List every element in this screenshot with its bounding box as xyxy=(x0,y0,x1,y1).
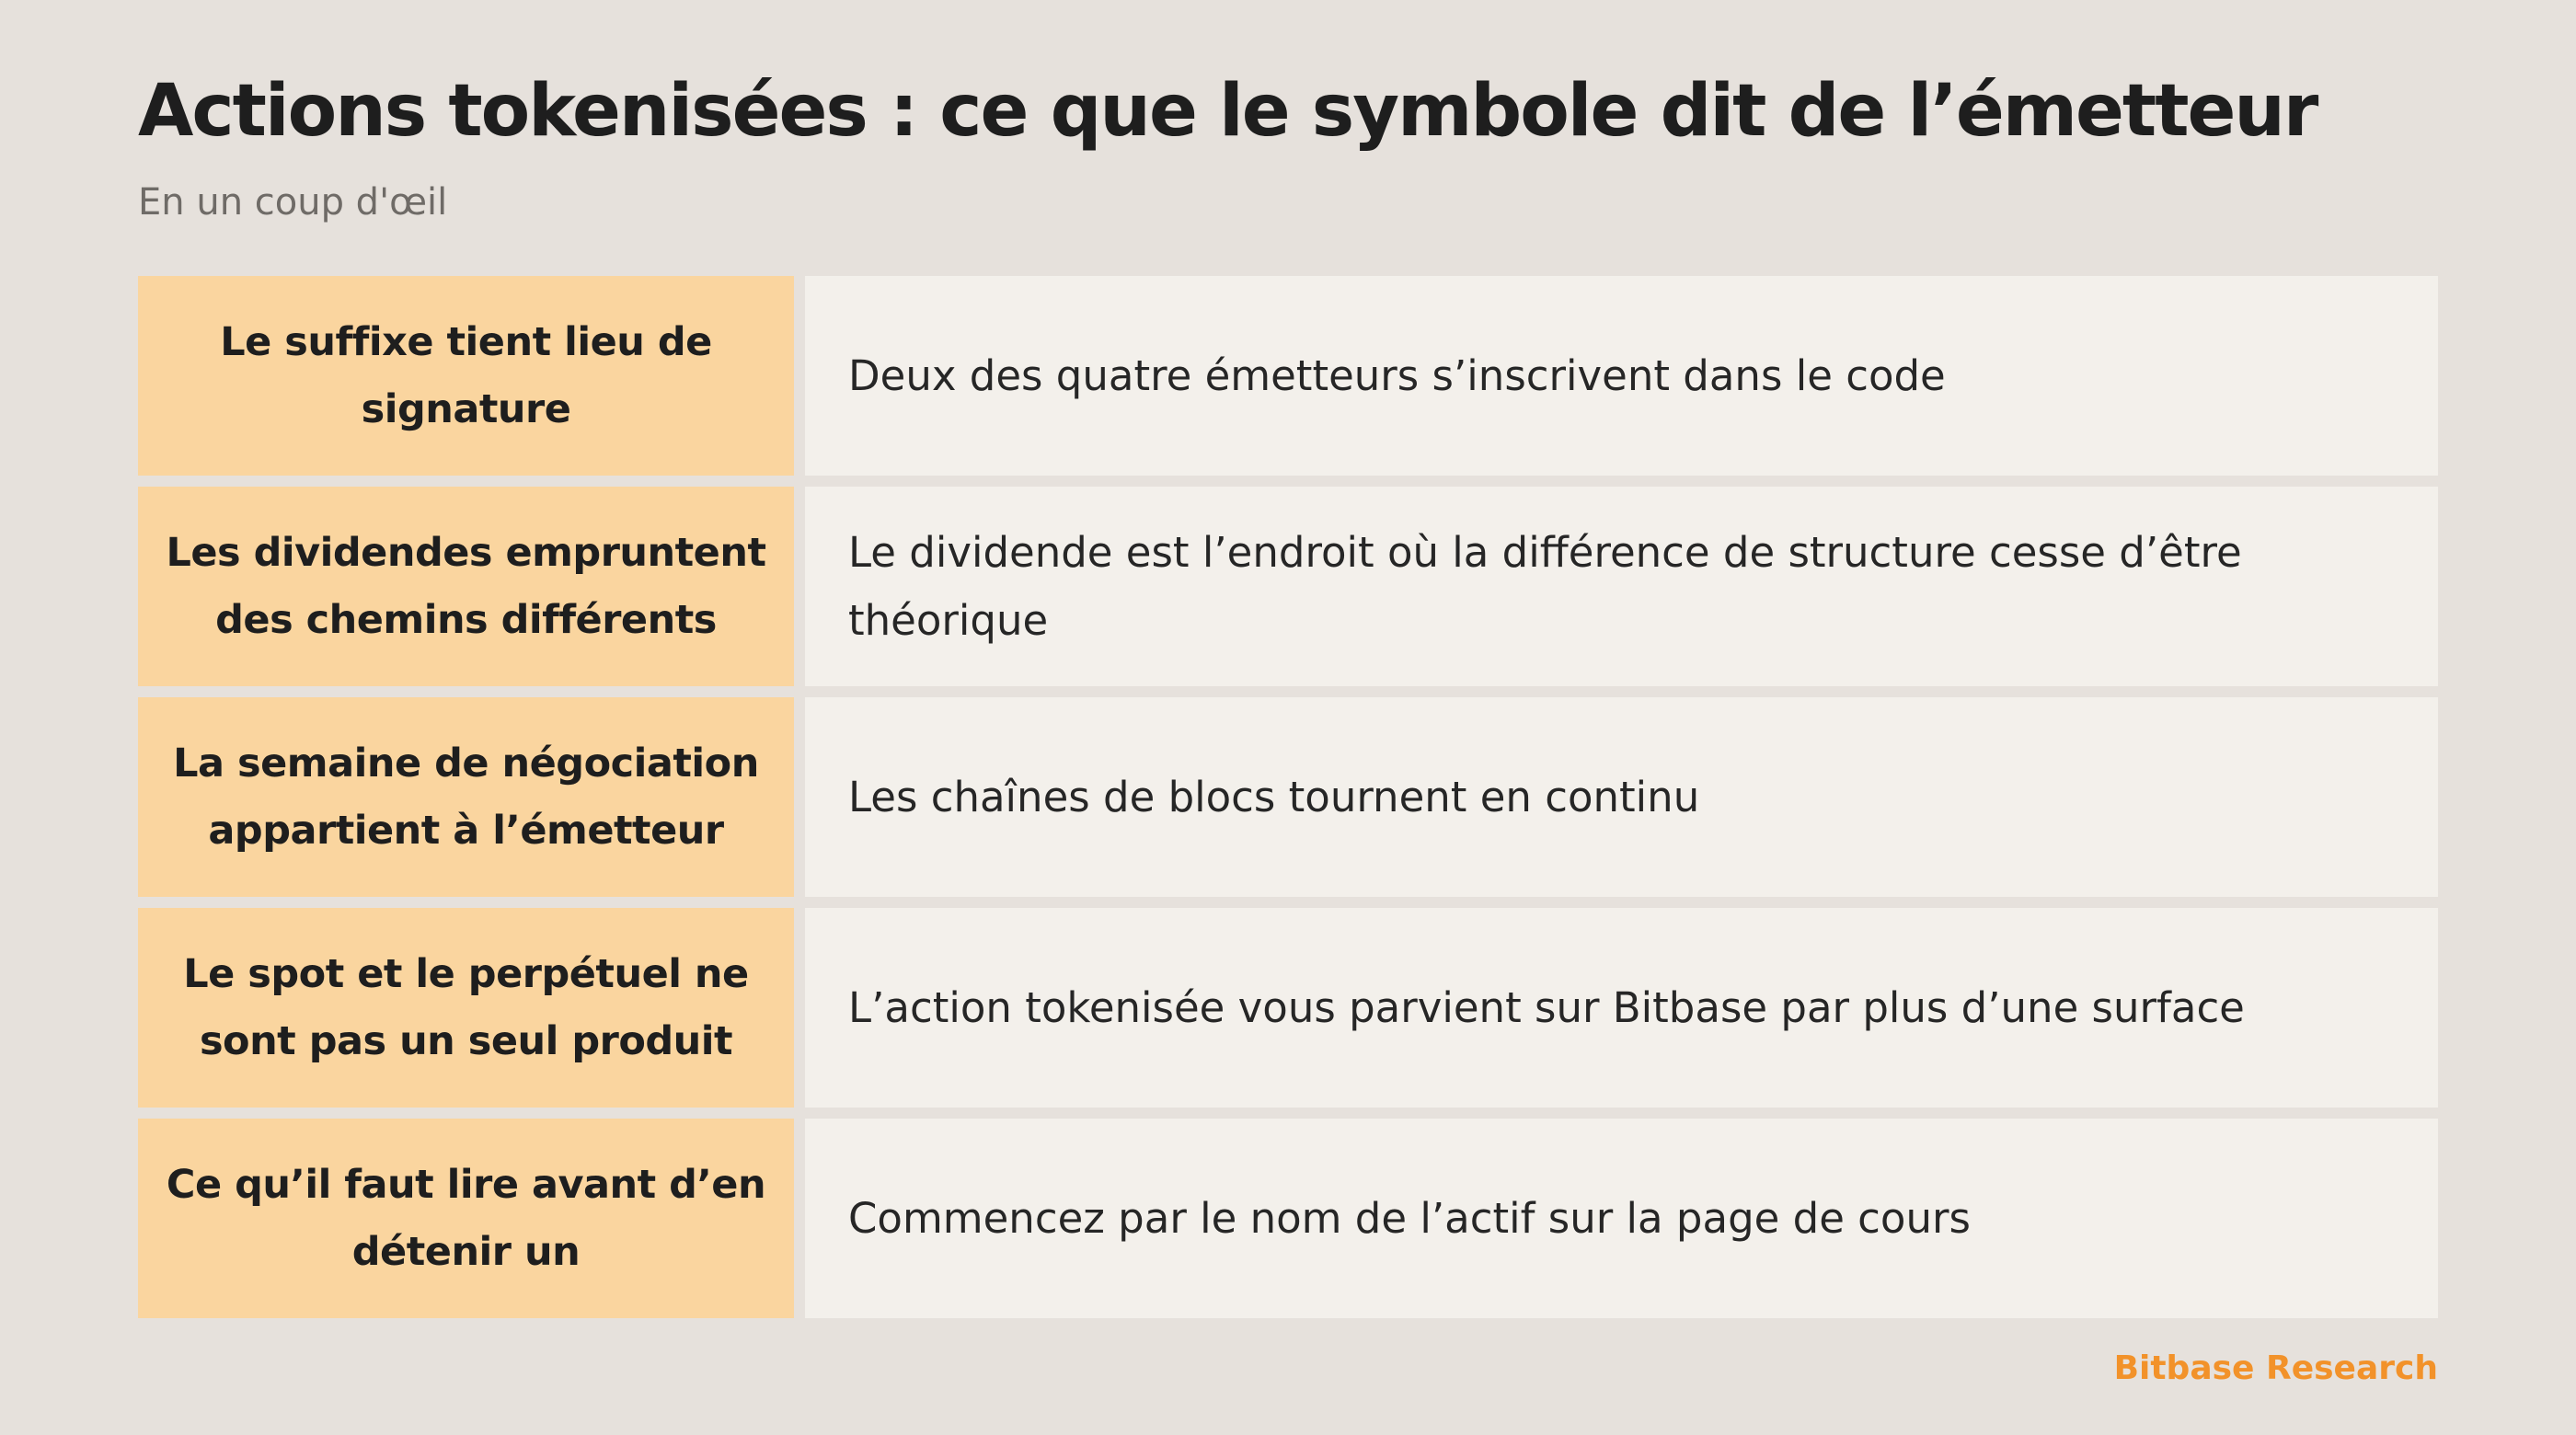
row-key: Le suffixe tient lieu de signature xyxy=(138,276,794,476)
row-key: Les dividendes empruntent des chemins différents xyxy=(138,487,794,686)
row-value: L’action tokenisée vous parvient sur Bitbase par plus d’une surface xyxy=(805,908,2438,1108)
row-value: Les chaînes de blocs tournent en continu xyxy=(805,697,2438,897)
row-value: Le dividende est l’endroit où la différence de structure cesse d’être théorique xyxy=(805,487,2438,686)
table-row xyxy=(138,697,2438,897)
table-row xyxy=(138,487,2438,686)
row-value: Commencez par le nom de l’actif sur la page de cours xyxy=(805,1119,2438,1318)
brand-label: Bitbase Research xyxy=(2113,1349,2438,1387)
row-key: La semaine de négociation appartient à l’émetteur xyxy=(138,697,794,897)
table-row xyxy=(138,908,2438,1108)
page-subtitle: En un coup d'œil xyxy=(138,181,448,224)
row-key: Ce qu’il faut lire avant d’en détenir un xyxy=(138,1119,794,1318)
summary-table xyxy=(138,276,2438,1318)
row-value: Deux des quatre émetteurs s’inscrivent dans le code xyxy=(805,276,2438,476)
page-title: Actions tokenisées : ce que le symbole dit de l’émetteur xyxy=(138,70,2317,153)
table-row xyxy=(138,276,2438,476)
slide xyxy=(138,0,2438,1435)
table-row xyxy=(138,1119,2438,1318)
row-key: Le spot et le perpétuel ne sont pas un seul produit xyxy=(138,908,794,1108)
